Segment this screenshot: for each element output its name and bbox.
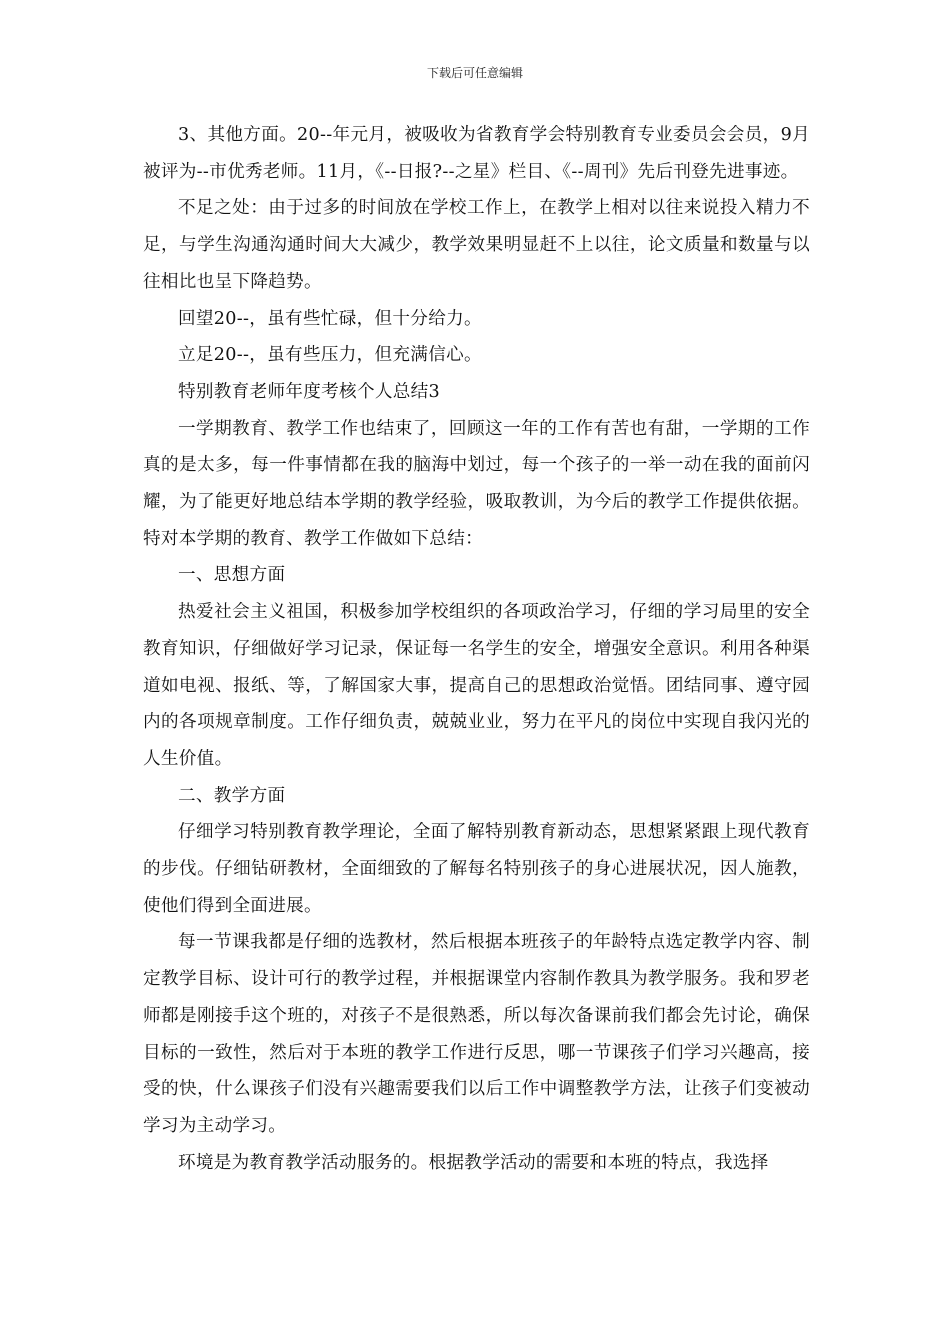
paragraph-environment: 环境是为教育教学活动服务的。根据教学活动的需要和本班的特点，我选择 xyxy=(178,1152,769,1173)
paragraph-lesson-prep: 每一节课我都是仔细的选教材，然后根据本班孩子的年龄特点选定教学内容、制定教学目标、设计可行的教学过程，并根据课堂内容制作教具为教学服务。我和罗老师都是刚接手这个班的，对孩子不是很熟悉，所以每次备课前我们都会先讨论，确保目标的一致性，然后对于本班的教学工作进行反思，哪一节课孩子们学习兴趣高，接受的快，什么课孩子们没有兴趣需要我们以后工作中调整教学方法，让孩子们变被动学习为主动学习。 xyxy=(143,932,810,1136)
heading-teaching: 二、教学方面 xyxy=(178,785,286,806)
page-header: 下载后可任意编辑 xyxy=(426,66,523,80)
heading-ideology: 一、思想方面 xyxy=(178,565,286,586)
paragraph-look-forward: 立足20--，虽有些压力，但充满信心。 xyxy=(178,345,482,366)
paragraph-look-back: 回望20--，虽有些忙碌，但十分给力。 xyxy=(178,308,482,329)
paragraph-intro: 一学期教育、教学工作也结束了，回顾这一年的工作有苦也有甜，一学期的工作真的是太多，每一件事情都在我的脑海中划过，每一个孩子的一举一动在我的面前闪耀，为了能更好地总结本学期的教学经验，吸取教训，为今后的教学工作提供依据。特对本学期的教育、教学工作做如下总结： xyxy=(143,418,810,549)
section-title-summary-3: 特别教育老师年度考核个人总结3 xyxy=(178,381,441,402)
paragraph-other-aspects: 3、其他方面。20--年元月，被吸收为省教育学会特别教育专业委员会会员，9月被评为--市优秀老师。11月，《--日报?--之星》栏目、《--周刊》先后刊登先进事迹。 xyxy=(143,125,810,182)
paragraph-ideology: 热爱社会主义祖国，积极参加学校组织的各项政治学习，仔细的学习局里的安全教育知识，仔细做好学习记录，保证每一名学生的安全，增强安全意识。利用各种渠道如电视、报纸、等，了解国家大事，提高自己的思想政治觉悟。团结同事、遵守园内的各项规章制度。工作仔细负责，兢兢业业，努力在平凡的岗位中实现自我闪光的人生价值。 xyxy=(143,602,810,769)
paragraph-shortcomings: 不足之处：由于过多的时间放在学校工作上，在教学上相对以往来说投入精力不足，与学生沟通沟通时间大大减少，教学效果明显赶不上以往，论文质量和数量与以往相比也呈下降趋势。 xyxy=(143,198,810,292)
document-body xyxy=(143,117,810,1181)
paragraph-teaching-theory: 仔细学习特别教育教学理论，全面了解特别教育新动态，思想紧紧跟上现代教育的步伐。仔细钻研教材，全面细致的了解每名特别孩子的身心进展状况，因人施教，使他们得到全面进展。 xyxy=(143,822,810,916)
